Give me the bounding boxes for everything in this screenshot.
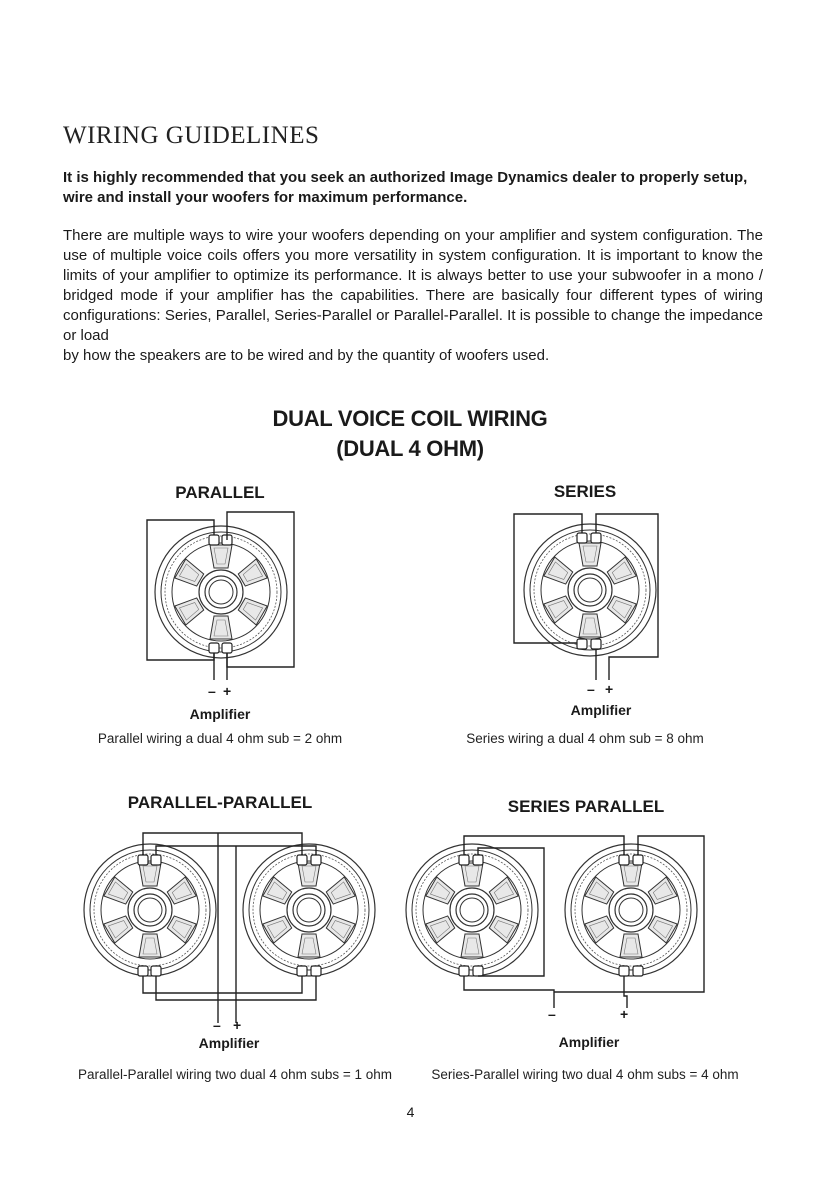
series-diagram: [514, 514, 658, 680]
series-minus: –: [587, 681, 595, 697]
diagram-title-line2: (DUAL 4 OHM): [336, 436, 484, 461]
series-caption: Series wiring a dual 4 ohm sub = 8 ohm: [466, 731, 704, 746]
body-text: There are multiple ways to wire your woofers depending on your amplifier and system configuration. The use of multiple voice coils offers you more versatility in system configuration. It is important to know the limits of your amplifier to optimize its performance. It is always better to use your subwoofer in a mono / bridged mode if your amplifier has the capabilities. There are basically four different types of wiring configurations: Series, Parallel, Series-Parallel or Parallel-Parallel. It is possible to change the impedance or load: [63, 227, 763, 344]
series-title: SERIES: [553, 482, 617, 501]
diagram-title-line1: DUAL VOICE COIL WIRING: [272, 406, 548, 431]
parallel-parallel-minus: –: [213, 1017, 221, 1033]
parallel-minus: –: [208, 683, 216, 699]
parallel-amplifier-label: Amplifier: [189, 706, 251, 722]
lead-paragraph: It is highly recommended that you seek an authorized Image Dynamics dealer to properly setup, wire and install your woofers for maximum performance.: [63, 169, 748, 206]
body-paragraph-last-line: by how the speakers are to be wired and by the quantity of woofers used.: [63, 347, 550, 364]
series-parallel-plus: +: [620, 1006, 629, 1022]
parallel-title: PARALLEL: [175, 483, 265, 502]
series-parallel-diagram: [406, 836, 704, 1008]
page-heading: WIRING GUIDELINES: [63, 122, 320, 149]
parallel-parallel-amplifier-label: Amplifier: [198, 1035, 260, 1051]
parallel-parallel-diagram: [84, 833, 375, 1023]
page-number: 4: [406, 1104, 415, 1120]
series-parallel-minus: –: [548, 1006, 556, 1022]
series-parallel-amplifier-label: Amplifier: [558, 1034, 620, 1050]
series-plus: +: [605, 681, 614, 697]
parallel-parallel-plus: +: [233, 1017, 242, 1033]
series-amplifier-label: Amplifier: [570, 702, 632, 718]
series-parallel-caption: Series-Parallel wiring two dual 4 ohm subs = 4 ohm: [431, 1067, 739, 1082]
series-parallel-title: SERIES PARALLEL: [507, 797, 665, 816]
parallel-plus: +: [223, 683, 232, 699]
parallel-parallel-title: PARALLEL-PARALLEL: [127, 793, 313, 812]
parallel-parallel-caption: Parallel-Parallel wiring two dual 4 ohm subs = 1 ohm: [77, 1067, 393, 1082]
parallel-caption: Parallel wiring a dual 4 ohm sub = 2 ohm: [97, 731, 343, 746]
parallel-diagram: [147, 512, 294, 680]
